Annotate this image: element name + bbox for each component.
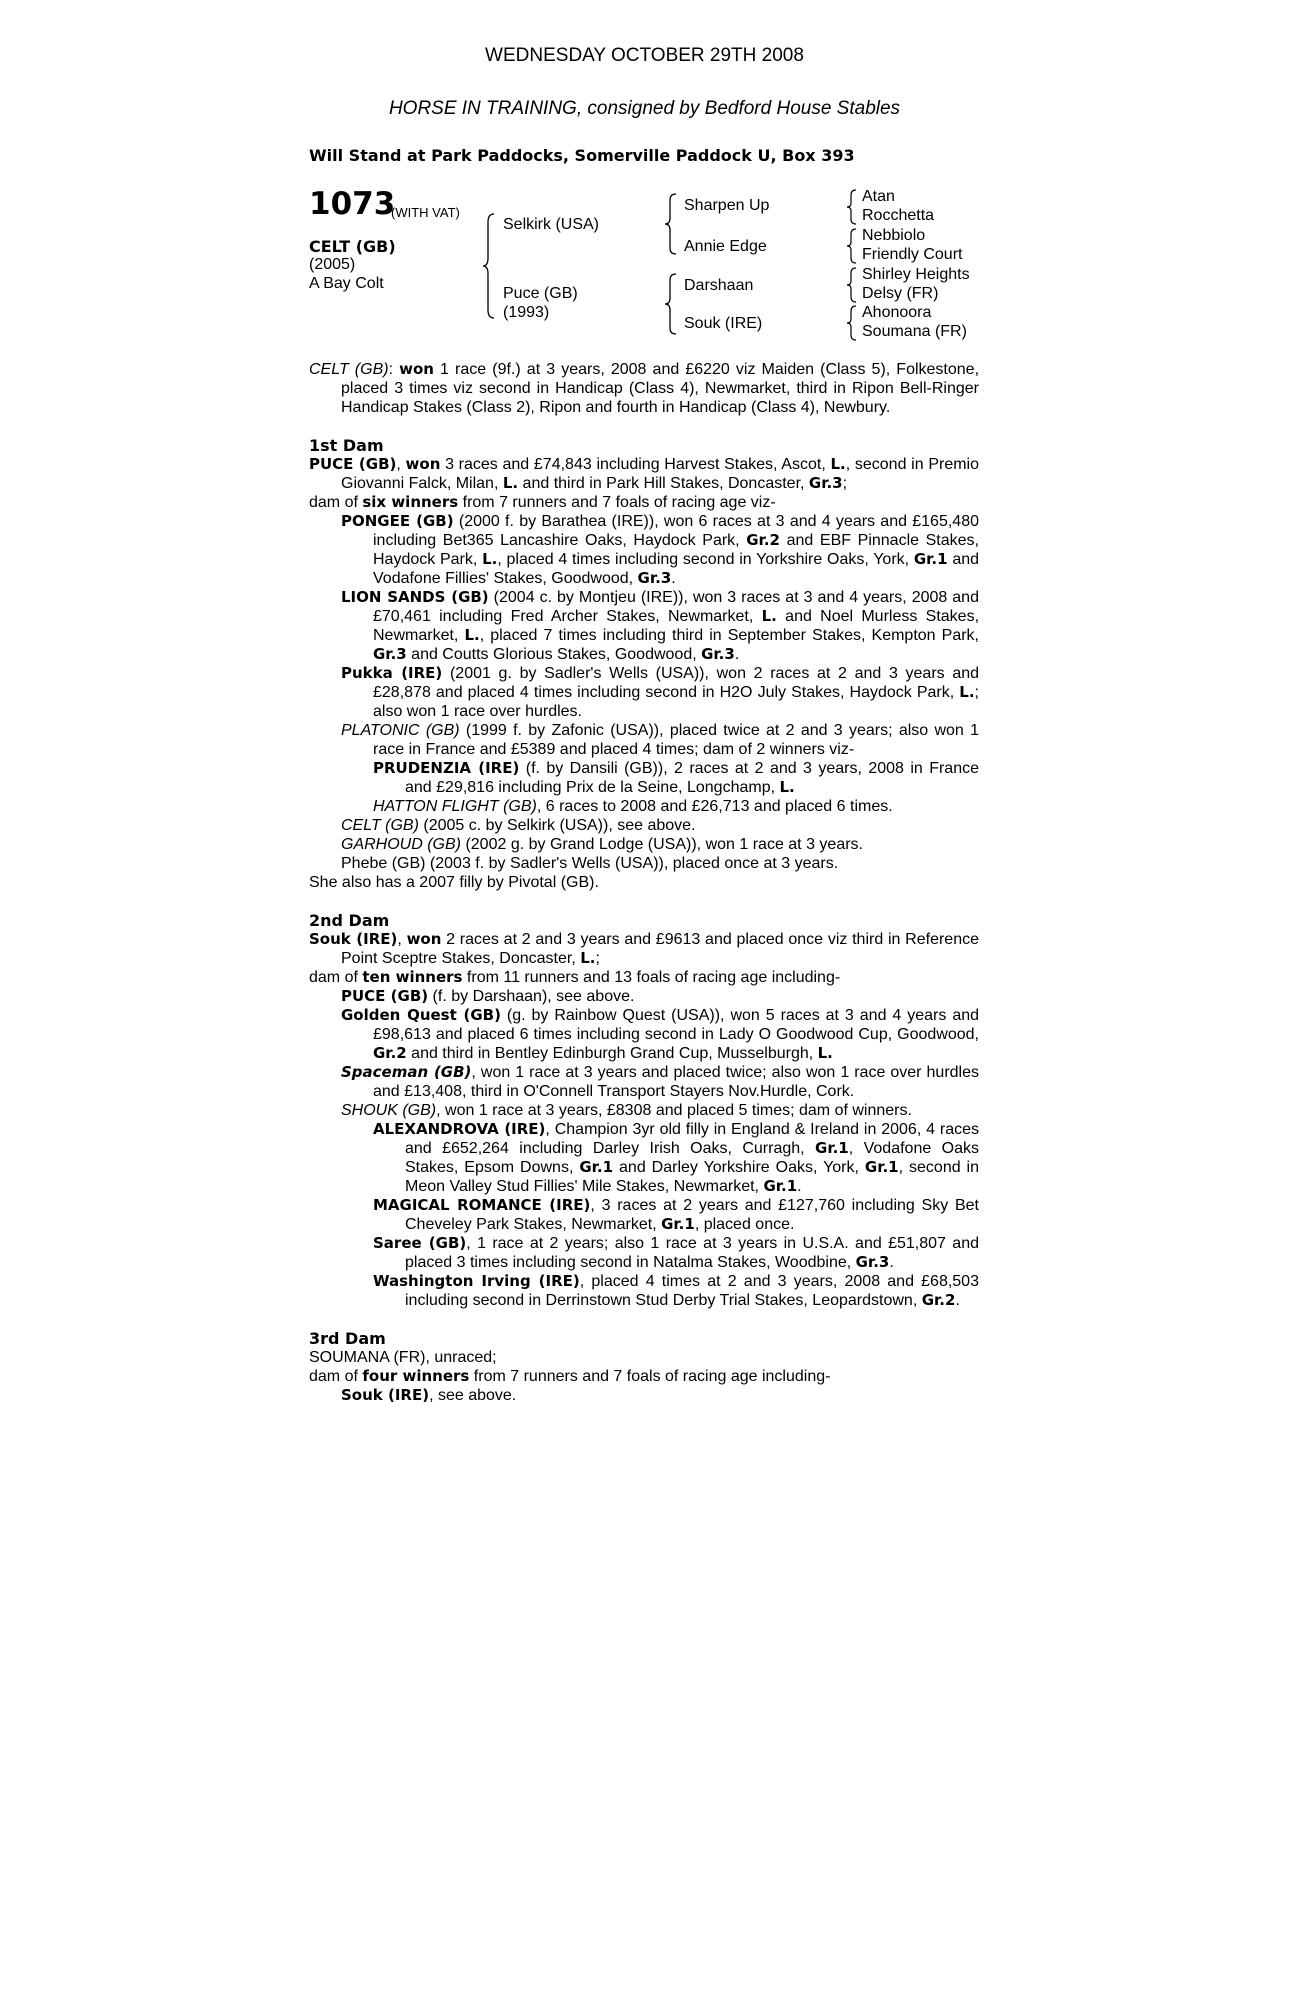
pedigree-dam-year: (1993) bbox=[503, 304, 550, 321]
intro-paragraph: CELT (GB): won 1 race (9f.) at 3 years, 2008 and £6220 viz Maiden (Class 5), Folkestone, placed 3 times viz second in Handicap (Class 4), Newmarket, third in Ripon Bell-Ringer Handicap Stakes (Class 2), Ripon and fourth in Handicap (Class 4), Newbury. bbox=[309, 360, 980, 416]
third-dam-produce-intro bbox=[309, 1367, 979, 1386]
produce-name: PONGEE (GB) bbox=[341, 512, 454, 530]
dam-of-label: dam of bbox=[309, 494, 363, 511]
produce-text: and EBF Pinnacle Stakes, Haydock Park, bbox=[373, 532, 979, 568]
pedigree-gen3-1: Atan bbox=[862, 188, 895, 205]
first-dam-heading: 1st Dam bbox=[309, 436, 384, 455]
produce-shouk bbox=[309, 1101, 979, 1120]
grade-1: Gr.1 bbox=[579, 1158, 614, 1176]
grade-listed: L. bbox=[502, 474, 519, 492]
second-dam-produce-intro bbox=[309, 968, 979, 987]
grade-1: Gr.1 bbox=[913, 550, 948, 568]
gen3-brace-1 bbox=[846, 188, 860, 226]
punctuation: ; bbox=[595, 950, 600, 967]
punctuation: . bbox=[671, 570, 676, 587]
grade-2: Gr.2 bbox=[373, 1044, 407, 1062]
horse-year: (2005) bbox=[309, 256, 356, 273]
produce-text: , Vodafone Oaks Stakes, Epsom Downs, bbox=[405, 1140, 980, 1176]
second-dam-produce-rest: from 11 runners and 13 foals of racing age including- bbox=[462, 969, 841, 986]
produce-text: , won 1 race at 3 years, £8308 and placed 5 times; dam of winners. bbox=[436, 1102, 912, 1119]
produce-text: , placed once. bbox=[694, 1216, 795, 1233]
produce-text: (f. by Darshaan), see above. bbox=[428, 988, 635, 1005]
grade-2: Gr.2 bbox=[921, 1291, 956, 1309]
first-dam-text-3: and third in Park Hill Stakes, Doncaster, bbox=[518, 475, 809, 492]
produce-text: (2000 f. by Barathea (IRE)), won 6 races at 3 and 4 years and £165,480 including Bet365 Lancashire Oaks, Haydock Park, bbox=[373, 513, 979, 549]
produce-souk bbox=[309, 1386, 979, 1405]
dam-of-label: dam of bbox=[309, 1368, 363, 1385]
pedigree-dam: Puce (GB) bbox=[503, 285, 578, 302]
produce-puce bbox=[309, 987, 979, 1006]
produce-name: HATTON FLIGHT (GB) bbox=[373, 798, 537, 815]
produce-name: Washington Irving (IRE) bbox=[373, 1272, 580, 1290]
produce-name: GARHOUD (GB) bbox=[341, 836, 461, 853]
produce-prudenzia bbox=[309, 759, 979, 797]
pedigree-gen2-3: Darshaan bbox=[684, 277, 754, 294]
produce-text: and Coutts Glorious Stakes, Goodwood, bbox=[406, 646, 702, 663]
third-dam-produce-rest: from 7 runners and 7 foals of racing age including- bbox=[469, 1368, 831, 1385]
second-dam-text: 2 races at 2 and 3 years and £9613 and placed once viz third in Reference Point Sceptre Stakes, Doncaster, bbox=[341, 931, 980, 967]
produce-name: ALEXANDROVA (IRE) bbox=[373, 1120, 546, 1138]
produce-text: , placed 4 times at 2 and 3 years, 2008 and £68,503 including second in Derrinstown Stud Derby Trial Stakes, Leopardstown, bbox=[405, 1273, 979, 1309]
gen3-brace-4 bbox=[846, 304, 860, 342]
pedigree-gen3-4: Friendly Court bbox=[862, 246, 963, 263]
punctuation: . bbox=[797, 1178, 802, 1195]
produce-name: LION SANDS (GB) bbox=[341, 588, 489, 606]
produce-text: (2004 c. by Montjeu (IRE)), won 3 races at 3 and 4 years, 2008 and £70,461 including Fred Archer Stakes, Newmarket, bbox=[373, 589, 979, 625]
produce-text: and Noel Murless Stakes, Newmarket, bbox=[373, 608, 980, 644]
pedigree-gen2-4: Souk (IRE) bbox=[684, 315, 763, 332]
third-dam-record: SOUMANA (FR), unraced; bbox=[309, 1349, 497, 1366]
produce-garhoud bbox=[309, 835, 979, 854]
produce-name: Saree (GB) bbox=[373, 1234, 467, 1252]
pedigree-gen3-6: Delsy (FR) bbox=[862, 285, 939, 302]
pedigree-gen2-1: Sharpen Up bbox=[684, 197, 770, 214]
pedigree-gen3-3: Nebbiolo bbox=[862, 227, 926, 244]
grade-listed: L. bbox=[482, 550, 498, 568]
produce-alexandrova bbox=[309, 1120, 979, 1196]
produce-text: (f. by Dansili (GB)), 2 races at 2 and 3 years, 2008 in France and £29,816 including Prix de la Seine, Longchamp, bbox=[405, 760, 980, 796]
horse-name: CELT (GB) bbox=[309, 237, 396, 256]
punctuation: . bbox=[955, 1292, 960, 1309]
produce-pukka bbox=[309, 664, 979, 721]
grade-listed: L. bbox=[830, 455, 846, 473]
grade-listed: L. bbox=[580, 949, 596, 967]
grade-3: Gr.3 bbox=[373, 645, 407, 663]
grade-3: Gr.3 bbox=[808, 474, 843, 492]
produce-spaceman bbox=[309, 1063, 979, 1101]
second-dam-record: Souk (IRE), won 2 races at 2 and 3 years and £9613 and placed once viz third in Reference Point Sceptre Stakes, Doncaster, L.; bbox=[309, 930, 980, 967]
produce-name: MAGICAL ROMANCE (IRE) bbox=[373, 1196, 591, 1214]
grade-3: Gr.3 bbox=[855, 1253, 890, 1271]
dam-parents-brace bbox=[664, 272, 682, 336]
first-dam-produce-intro bbox=[309, 493, 979, 512]
pedigree-gen2-2: Annie Edge bbox=[684, 238, 767, 255]
produce-name: CELT (GB) bbox=[341, 817, 419, 834]
first-dam-record: PUCE (GB), won 3 races and £74,843 including Harvest Stakes, Ascot, L., second in Premio Giovanni Falck, Milan, L. and third in Park Hill Stakes, Doncaster, Gr.3; bbox=[309, 455, 980, 492]
produce-text: , won 1 race at 3 years and placed twice; also won 1 race over hurdles and £13,408, third in O'Connell Transport Stayers Nov.Hurdle, Cork. bbox=[373, 1064, 980, 1100]
grade-3: Gr.3 bbox=[637, 569, 672, 587]
sale-date: WEDNESDAY OCTOBER 29TH 2008 bbox=[485, 45, 804, 66]
third-dam-heading: 3rd Dam bbox=[309, 1329, 386, 1348]
first-dam-won: won bbox=[405, 455, 441, 473]
produce-text: and Vodafone Fillies' Stakes, Goodwood, bbox=[373, 551, 980, 587]
intro-won: won bbox=[399, 360, 434, 378]
sire-dam-brace bbox=[482, 212, 502, 320]
produce-name: Golden Quest (GB) bbox=[341, 1006, 501, 1024]
produce-text: (g. by Rainbow Quest (USA)), won 5 races at 3 and 4 years and £98,613 and placed 6 times including second in Lady O Goodwood Cup, Goodwood, bbox=[373, 1007, 980, 1043]
produce-text: and Darley Yorkshire Oaks, York, bbox=[613, 1159, 865, 1176]
produce-celt bbox=[309, 816, 979, 835]
grade-1: Gr.1 bbox=[815, 1139, 849, 1157]
produce-name: Pukka (IRE) bbox=[341, 664, 443, 682]
grade-1: Gr.1 bbox=[763, 1177, 798, 1195]
second-dam-heading: 2nd Dam bbox=[309, 911, 390, 930]
grade-2: Gr.2 bbox=[746, 531, 780, 549]
produce-washington-irving bbox=[309, 1272, 979, 1310]
grade-listed: L. bbox=[959, 683, 975, 701]
first-dam-text-2: , second in Premio Giovanni Falck, Milan, bbox=[341, 456, 980, 492]
produce-name: PLATONIC (GB) bbox=[341, 722, 460, 739]
produce-pongee bbox=[309, 512, 979, 588]
gen3-brace-2 bbox=[846, 227, 860, 265]
produce-text: ; also won 1 race over hurdles. bbox=[373, 684, 979, 720]
produce-name: Souk (IRE) bbox=[341, 1386, 430, 1404]
produce-name: Spaceman (GB) bbox=[341, 1063, 472, 1081]
produce-text: , placed 7 times including third in September Stakes, Kempton Park, bbox=[479, 627, 979, 644]
pedigree-gen3-5: Shirley Heights bbox=[862, 266, 970, 283]
produce-saree bbox=[309, 1234, 979, 1272]
produce-phebe: Phebe (GB) (2003 f. by Sadler's Wells (USA)), placed once at 3 years. bbox=[341, 855, 839, 872]
punctuation: . bbox=[734, 646, 740, 663]
produce-text: (1999 f. by Zafonic (USA)), placed twice at 2 and 3 years; also won 1 race in France and £5389 and placed 4 times; dam of 2 winners viz- bbox=[373, 722, 980, 758]
third-dam-winners: four winners bbox=[362, 1367, 470, 1385]
first-dam-name: PUCE (GB) bbox=[309, 455, 397, 473]
produce-text: (2001 g. by Sadler's Wells (USA)), won 2 races at 2 and 3 years and £28,878 and placed 4 times including second in H2O July Stakes, Haydock Park, bbox=[373, 665, 980, 701]
produce-name: PUCE (GB) bbox=[341, 987, 429, 1005]
first-dam-text-1: 3 races and £74,843 including Harvest Stakes, Ascot, bbox=[440, 456, 831, 473]
pedigree-gen3-2: Rocchetta bbox=[862, 207, 935, 224]
produce-hatton-flight bbox=[309, 797, 979, 816]
sire-parents-brace bbox=[664, 192, 682, 256]
produce-text: , second in Meon Valley Stud Fillies' Mile Stakes, Newmarket, bbox=[405, 1159, 980, 1195]
punctuation: . bbox=[889, 1254, 894, 1271]
grade-1: Gr.1 bbox=[661, 1215, 695, 1233]
second-dam-won: won bbox=[406, 930, 442, 948]
stand-location: Will Stand at Park Paddocks, Somerville Paddock U, Box 393 bbox=[309, 146, 855, 165]
second-dam-name: Souk (IRE) bbox=[309, 930, 398, 948]
first-dam-also: She also has a 2007 filly by Pivotal (GB). bbox=[309, 874, 599, 891]
produce-text: and third in Bentley Edinburgh Grand Cup, Musselburgh, bbox=[406, 1045, 818, 1062]
second-dam-winners: ten winners bbox=[362, 968, 463, 986]
grade-3: Gr.3 bbox=[701, 645, 735, 663]
pedigree-sire: Selkirk (USA) bbox=[503, 216, 600, 233]
first-dam-winners: six winners bbox=[362, 493, 459, 511]
produce-text: , 1 race at 2 years; also 1 race at 3 years in U.S.A. and £51,807 and placed 3 times including second in Natalma Stakes, Woodbine, bbox=[405, 1235, 979, 1271]
grade-listed: L. bbox=[761, 607, 777, 625]
produce-platonic bbox=[309, 721, 979, 759]
produce-lion-sands bbox=[309, 588, 979, 664]
consignment-line: HORSE IN TRAINING, consigned by Bedford House Stables bbox=[388, 98, 901, 119]
produce-golden-quest bbox=[309, 1006, 979, 1063]
produce-text: , Champion 3yr old filly in England & Ireland in 2006, 4 races and £652,264 including Darley Irish Oaks, Curragh, bbox=[405, 1121, 979, 1157]
lot-number: 1073 bbox=[309, 186, 396, 222]
grade-listed: L. bbox=[464, 626, 480, 644]
produce-text: , placed 4 times including second in Yorkshire Oaks, York, bbox=[497, 551, 914, 568]
catalogue-body bbox=[309, 360, 979, 1405]
grade-listed: L. bbox=[779, 778, 795, 796]
punctuation: ; bbox=[842, 475, 848, 492]
produce-text: , 3 races at 2 years and £127,760 including Sky Bet Cheveley Park Stakes, Newmarket, bbox=[405, 1197, 979, 1233]
pedigree-gen3-8: Soumana (FR) bbox=[862, 323, 967, 340]
vat-note: (WITH VAT) bbox=[391, 205, 460, 220]
pedigree-gen3-7: Ahonoora bbox=[862, 304, 932, 321]
horse-description: A Bay Colt bbox=[309, 275, 384, 292]
dam-of-label: dam of bbox=[309, 969, 363, 986]
produce-name: PRUDENZIA (IRE) bbox=[373, 759, 520, 777]
produce-text: , 6 races to 2008 and £26,713 and placed 6 times. bbox=[536, 798, 893, 815]
grade-1: Gr.1 bbox=[864, 1158, 899, 1176]
produce-name: SHOUK (GB) bbox=[341, 1102, 437, 1119]
intro-horse-name: CELT (GB) bbox=[309, 361, 389, 378]
intro-text: 1 race (9f.) at 3 years, 2008 and £6220 viz Maiden (Class 5), Folkestone, placed 3 times viz second in Handicap (Class 4), Newmarket, third in Ripon Bell-Ringer Handicap Stakes (Class 2), Ripon and fourth in Handicap (Class 4), Newbury. bbox=[341, 361, 980, 416]
produce-magical-romance bbox=[309, 1196, 979, 1234]
produce-text: (2005 c. by Selkirk (USA)), see above. bbox=[418, 817, 696, 834]
produce-text: , see above. bbox=[429, 1387, 517, 1404]
produce-text: (2002 g. by Grand Lodge (USA)), won 1 race at 3 years. bbox=[461, 836, 863, 853]
gen3-brace-3 bbox=[846, 266, 860, 304]
first-dam-produce-rest: from 7 runners and 7 foals of racing age viz- bbox=[458, 494, 776, 511]
grade-listed: L. bbox=[817, 1044, 833, 1062]
